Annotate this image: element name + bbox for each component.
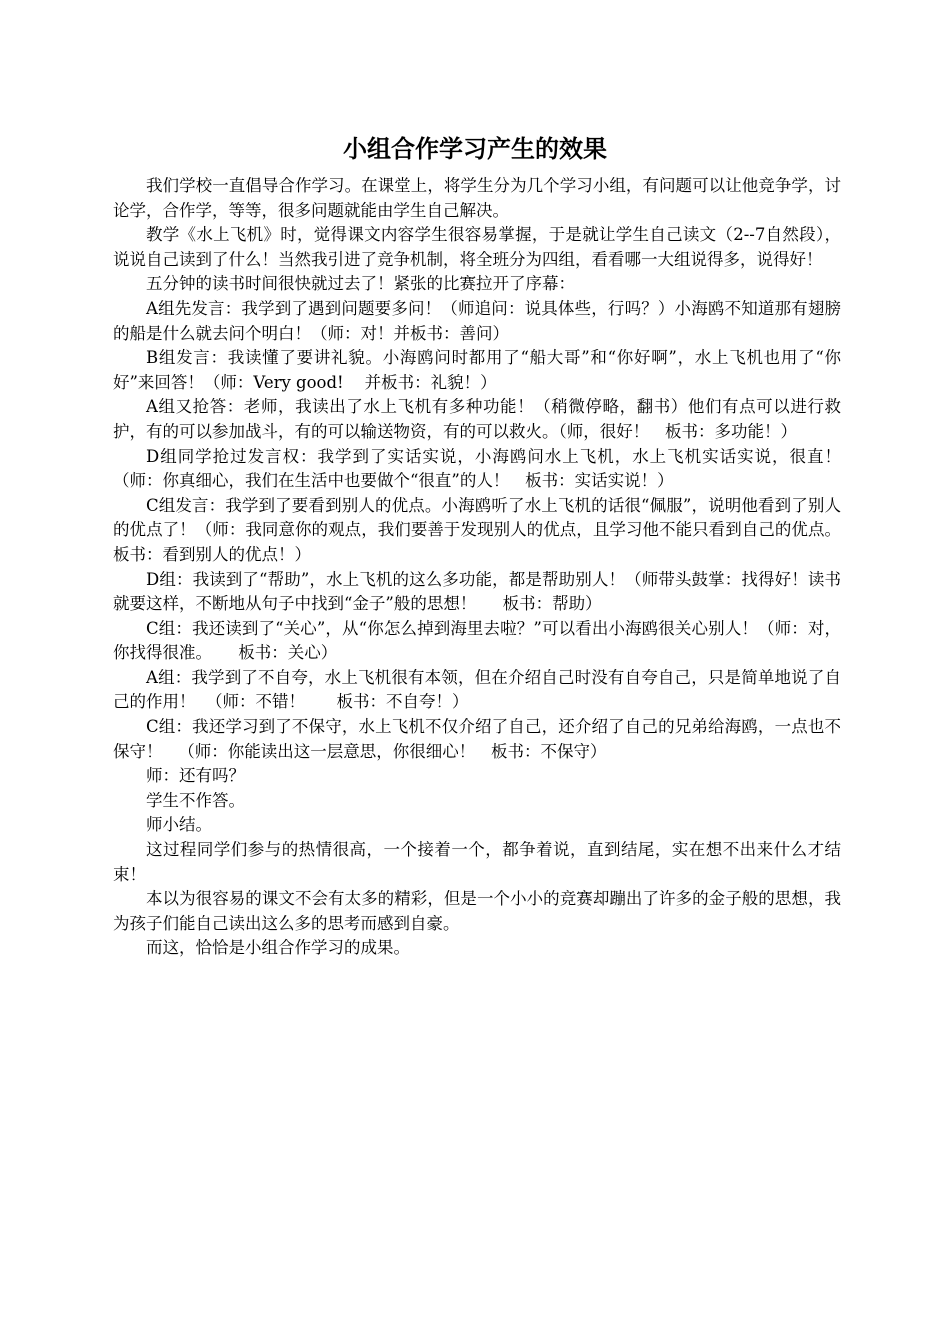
paragraph-intro: 我们学校一直倡导合作学习。在课堂上，将学生分为几个学习小组，有问题可以让他竞争学，讨论学，合作学，等等，很多问题就能由学生自己解决。 — [113, 176, 841, 220]
document-title: 小组合作学习产生的效果 — [343, 135, 607, 163]
paragraph-competition-start: 五分钟的读书时间很快就过去了！紧张的比赛拉开了序幕： — [146, 274, 575, 294]
paragraph-group-a-1: A组先发言：我学到了遇到问题要多问！（师追问：说具体些，行吗？）小海鸥不知道那有翅膀的船是什么就去问个明白！（师：对！并板书：善问） — [113, 298, 841, 343]
paragraph-group-d-2: D组：我读到了“帮助”，水上飞机的这么多功能，都是帮助别人！（师带头鼓掌：找得好！读书就要这样，不断地从句子中找到“金子”般的思想！ 板书：帮助） — [113, 569, 841, 614]
paragraph-student-silence: 学生不作答。 — [146, 790, 245, 810]
paragraph-group-c-3: C组：我还学习到了不保守，水上飞机不仅介绍了自己，还介绍了自己的兄弟给海鸥，一点也不保守！ （师：你能读出这一层意思，你很细心！ 板书：不保守） — [113, 717, 841, 761]
paragraph-group-a-3: A组：我学到了不自夸，水上飞机很有本领，但在介绍自己时没有自夸自己，只是简单地说了自己的作用！ （师：不错！ 板书：不自夸！） — [113, 667, 841, 712]
paragraph-reflection-1: 这过程同学们参与的热情很高，一个接着一个，都争着说，直到结尾，实在想不出来什么才结束！ — [113, 840, 841, 884]
document-body — [113, 174, 868, 961]
paragraph-conclusion: 而这，恰恰是小组合作学习的成果。 — [146, 938, 410, 958]
paragraph-group-b: B组发言：我读懂了要讲礼貌。小海鸥问时都用了“船大哥”和“你好啊”，水上飞机也用了“你好”来回答！（师：Very good! 并板书：礼貌！） — [113, 348, 841, 392]
paragraph-teacher-question: 师：还有吗？ — [146, 766, 245, 786]
paragraph-group-a-2: A组又抢答：老师，我读出了水上飞机有多种功能！（稍微停略，翻书）他们有点可以进行救护，有的可以参加战斗，有的可以输送物资，有的可以救火。（师，很好！ 板书：多功能！） — [113, 397, 841, 441]
paragraph-teacher-summary: 师小结。 — [146, 815, 212, 835]
paragraph-group-c-2: C组：我还读到了“关心”，从“你怎么掉到海里去啦？”可以看出小海鸥很关心别人！（师：对，你找得很准。 板书：关心） — [113, 618, 841, 663]
paragraph-lesson-setup: 教学《水上飞机》时，觉得课文内容学生很容易掌握，于是就让学生自己读文（2--7自然段），说说自己读到了什么！当然我引进了竞争机制，将全班分为四组，看看哪一大组说得多，说得好！ — [113, 225, 841, 269]
paragraph-reflection-2: 本以为很容易的课文不会有太多的精彩，但是一个小小的竞赛却蹦出了许多的金子般的思想，我为孩子们能自己读出这么多的思考而感到自豪。 — [113, 889, 841, 933]
paragraph-group-d-1: D组同学抢过发言权：我学到了实话实说，小海鸥问水上飞机，水上飞机实话实说，很直！（师：你真细心，我们在生活中也要做个“很直”的人！ 板书：实话实说！） — [113, 446, 841, 491]
paragraph-group-c-1: C组发言：我学到了要看到别人的优点。小海鸥听了水上飞机的话很“佩服”，说明他看到了别人的优点了！（师：我同意你的观点，我们要善于发现别人的优点，且学习他不能只看到自己的优点。 板书：看到别人的优点！） — [113, 495, 868, 564]
